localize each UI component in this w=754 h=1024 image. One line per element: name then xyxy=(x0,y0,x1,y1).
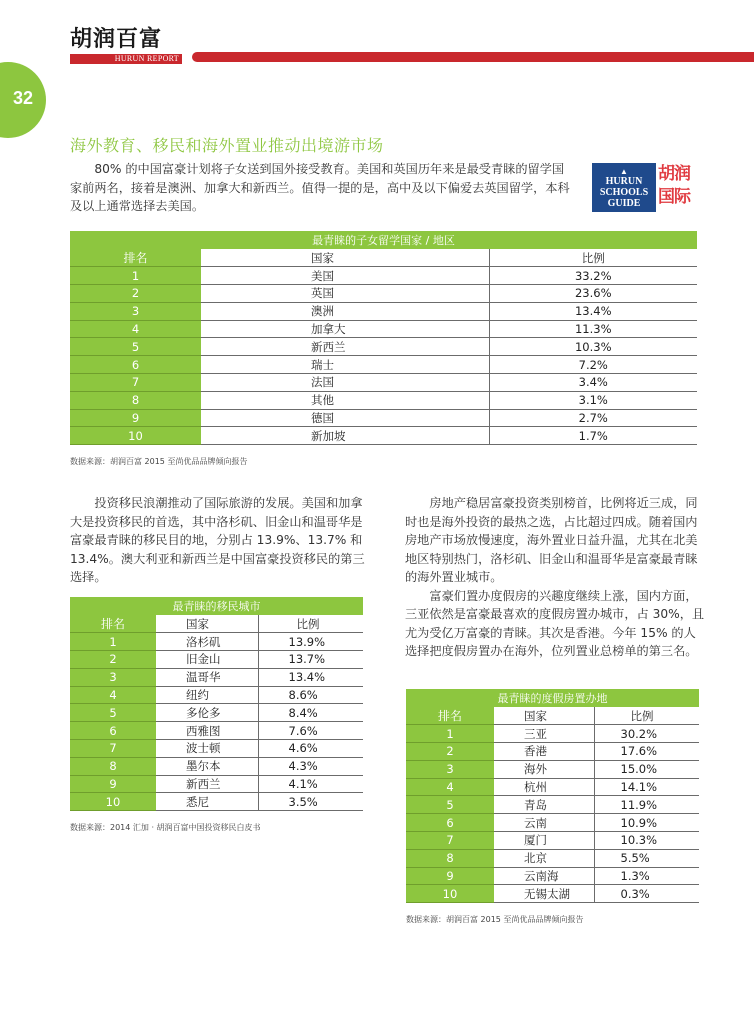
table-row xyxy=(70,740,363,758)
rank-cell: 3 xyxy=(70,302,201,320)
country-cell: 青岛 xyxy=(494,796,594,814)
ratio-cell: 13.7% xyxy=(258,651,363,669)
table-row xyxy=(70,793,363,811)
rank-cell: 1 xyxy=(70,633,156,651)
header-country: 国家 xyxy=(201,249,489,267)
header-rank: 排名 xyxy=(70,615,156,633)
table-row xyxy=(406,849,699,867)
ratio-cell: 2.7% xyxy=(489,409,697,427)
source-note-immigration: 数据来源：2014 汇加 · 胡润百富中国投资移民白皮书 xyxy=(70,823,261,832)
header-country: 国家 xyxy=(156,615,258,633)
table-row xyxy=(406,778,699,796)
vacation-home-table xyxy=(406,689,699,903)
table-row xyxy=(70,668,363,686)
schools-cn-line-1: 胡润 xyxy=(658,164,690,184)
table-row xyxy=(406,867,699,885)
rank-cell: 5 xyxy=(70,338,201,356)
table-row xyxy=(70,302,697,320)
country-cell: 云南海 xyxy=(494,867,594,885)
ratio-cell: 10.3% xyxy=(489,338,697,356)
table-row xyxy=(406,796,699,814)
rank-cell: 3 xyxy=(406,760,494,778)
ratio-cell: 17.6% xyxy=(594,743,699,761)
table-title: 最青睐的度假房置办地 xyxy=(406,689,699,707)
ratio-cell: 33.2% xyxy=(489,267,697,285)
logo-english: HURUN REPORT xyxy=(70,54,182,64)
rank-cell: 10 xyxy=(70,427,201,445)
rank-cell: 2 xyxy=(406,743,494,761)
immigration-paragraph xyxy=(70,494,370,587)
ratio-cell: 1.7% xyxy=(489,427,697,445)
table-row xyxy=(70,285,697,303)
rank-cell: 2 xyxy=(70,285,201,303)
study-destinations-table xyxy=(70,231,697,445)
table-row xyxy=(70,775,363,793)
real-estate-text: 房地产稳居富豪投资类别榜首，比例将近三成，同时也是海外投资的最热之选，占比超过四成。随着国内房地产市场放慢速度，海外置业日益升温，尤其在北美地区特别热门，洛杉矶、旧金山和温哥华是富豪最青睐的海外置业城市。 xyxy=(405,496,698,584)
rank-cell: 7 xyxy=(70,740,156,758)
ratio-cell: 13.4% xyxy=(489,302,697,320)
country-cell: 英国 xyxy=(201,285,489,303)
vacation-home-text: 富豪们置办度假房的兴趣度继续上涨，国内方面，三亚依然是富豪最喜欢的度假房置办城市，占 30%，且尤为受亿万富豪的青睐。其次是香港。今年 15% 的人选择把度假房置办在海外，位列置业总榜单的第三名。 xyxy=(405,588,705,658)
rank-cell: 5 xyxy=(406,796,494,814)
country-cell: 杭州 xyxy=(494,778,594,796)
ratio-cell: 3.1% xyxy=(489,391,697,409)
country-cell: 法国 xyxy=(201,374,489,392)
country-cell: 美国 xyxy=(201,267,489,285)
schools-guide-chinese xyxy=(656,163,698,212)
rank-cell: 6 xyxy=(406,814,494,832)
table-row xyxy=(70,391,697,409)
ratio-cell: 13.9% xyxy=(258,633,363,651)
ratio-cell: 4.1% xyxy=(258,775,363,793)
ratio-cell: 11.3% xyxy=(489,320,697,338)
rank-cell: 4 xyxy=(70,686,156,704)
country-cell: 三亚 xyxy=(494,725,594,743)
country-cell: 新西兰 xyxy=(201,338,489,356)
ratio-cell: 30.2% xyxy=(594,725,699,743)
rank-cell: 10 xyxy=(406,885,494,903)
country-cell: 新西兰 xyxy=(156,775,258,793)
rank-cell: 9 xyxy=(406,867,494,885)
ratio-cell: 8.4% xyxy=(258,704,363,722)
rank-cell: 10 xyxy=(70,793,156,811)
country-cell: 西雅图 xyxy=(156,722,258,740)
source-note-vacation: 数据来源：胡润百富 2015 至尚优品品牌倾向报告 xyxy=(406,915,584,924)
table-row xyxy=(70,651,363,669)
table-row xyxy=(70,686,363,704)
ratio-cell: 23.6% xyxy=(489,285,697,303)
table-row xyxy=(406,725,699,743)
table-row xyxy=(70,633,363,651)
table-row xyxy=(70,704,363,722)
ratio-cell: 10.3% xyxy=(594,832,699,850)
country-cell: 澳洲 xyxy=(201,302,489,320)
schools-line-3: GUIDE xyxy=(607,198,641,209)
rank-cell: 1 xyxy=(406,725,494,743)
graduation-cap-icon: ▲ xyxy=(620,167,628,176)
country-cell: 新加坡 xyxy=(201,427,489,445)
rank-cell: 9 xyxy=(70,775,156,793)
ratio-cell: 5.5% xyxy=(594,849,699,867)
rank-cell: 1 xyxy=(70,267,201,285)
country-cell: 波士顿 xyxy=(156,740,258,758)
table-row xyxy=(70,338,697,356)
ratio-cell: 7.2% xyxy=(489,356,697,374)
header-ratio: 比例 xyxy=(489,249,697,267)
country-cell: 多伦多 xyxy=(156,704,258,722)
country-cell: 洛杉矶 xyxy=(156,633,258,651)
rank-cell: 3 xyxy=(70,668,156,686)
rank-cell: 8 xyxy=(406,849,494,867)
country-cell: 瑞士 xyxy=(201,356,489,374)
page-number: 32 xyxy=(12,88,34,108)
rank-cell: 8 xyxy=(70,391,201,409)
rank-cell: 7 xyxy=(70,374,201,392)
table-row xyxy=(70,409,697,427)
country-cell: 厦门 xyxy=(494,832,594,850)
ratio-cell: 1.3% xyxy=(594,867,699,885)
ratio-cell: 3.5% xyxy=(258,793,363,811)
immigration-cities-table xyxy=(70,597,363,811)
header-ratio: 比例 xyxy=(594,707,699,725)
table-row xyxy=(70,757,363,775)
ratio-cell: 3.4% xyxy=(489,374,697,392)
country-cell: 无锡太湖 xyxy=(494,885,594,903)
hurun-report-logo xyxy=(70,28,182,64)
table-title: 最青睐的移民城市 xyxy=(70,597,363,615)
schools-line-1: HURUN xyxy=(605,176,643,187)
table-row xyxy=(70,320,697,338)
schools-guide-english xyxy=(592,163,656,212)
country-cell: 云南 xyxy=(494,814,594,832)
rank-cell: 7 xyxy=(406,832,494,850)
table-row xyxy=(406,885,699,903)
ratio-cell: 7.6% xyxy=(258,722,363,740)
ratio-cell: 15.0% xyxy=(594,760,699,778)
table-row xyxy=(70,356,697,374)
header-ratio: 比例 xyxy=(258,615,363,633)
ratio-cell: 10.9% xyxy=(594,814,699,832)
hurun-schools-guide-logo xyxy=(592,163,698,212)
country-cell: 其他 xyxy=(201,391,489,409)
section-title: 海外教育、移民和海外置业推动出境游市场 xyxy=(70,136,384,155)
rank-cell: 8 xyxy=(70,757,156,775)
logo-chinese: 胡润百富 xyxy=(70,27,163,52)
table-row xyxy=(70,722,363,740)
ratio-cell: 4.6% xyxy=(258,740,363,758)
table-row xyxy=(406,760,699,778)
ratio-cell: 14.1% xyxy=(594,778,699,796)
ratio-cell: 4.3% xyxy=(258,757,363,775)
rank-cell: 6 xyxy=(70,722,156,740)
country-cell: 旧金山 xyxy=(156,651,258,669)
table-row xyxy=(406,832,699,850)
header-divider-bar xyxy=(192,52,754,62)
rank-cell: 4 xyxy=(70,320,201,338)
ratio-cell: 0.3% xyxy=(594,885,699,903)
rank-cell: 2 xyxy=(70,651,156,669)
ratio-cell: 13.4% xyxy=(258,668,363,686)
table-row xyxy=(70,427,697,445)
immigration-text: 投资移民浪潮推动了国际旅游的发展。美国和加拿大是投资移民的首选，其中洛杉矶、旧金山和温哥华是富豪最青睐的移民目的地，分别占 13.9%、13.7% 和 13.4%。澳大利亚和新西兰是中国富豪投资移民的第三选择。 xyxy=(70,496,365,584)
source-note-study: 数据来源：胡润百富 2015 至尚优品品牌倾向报告 xyxy=(70,457,248,466)
table-row xyxy=(406,814,699,832)
rank-cell: 9 xyxy=(70,409,201,427)
real-estate-paragraphs xyxy=(405,494,707,661)
rank-cell: 6 xyxy=(70,356,201,374)
header-rank: 排名 xyxy=(70,249,201,267)
schools-line-2: SCHOOLS xyxy=(599,187,649,198)
ratio-cell: 11.9% xyxy=(594,796,699,814)
rank-cell: 5 xyxy=(70,704,156,722)
country-cell: 香港 xyxy=(494,743,594,761)
intro-paragraph: 80% 的中国富豪计划将子女送到国外接受教育。美国和英国历年来是最受青睐的留学国家前两名，接着是澳洲、加拿大和新西兰。值得一提的是，高中及以下偏爱去英国留学，本科及以上通常选择去美国。 xyxy=(70,162,570,213)
country-cell: 温哥华 xyxy=(156,668,258,686)
table-row xyxy=(406,743,699,761)
country-cell: 悉尼 xyxy=(156,793,258,811)
schools-cn-line-2: 国际 xyxy=(658,187,690,207)
country-cell: 纽约 xyxy=(156,686,258,704)
header-country: 国家 xyxy=(494,707,594,725)
country-cell: 海外 xyxy=(494,760,594,778)
table-title: 最青睐的子女留学国家 / 地区 xyxy=(70,231,697,249)
country-cell: 北京 xyxy=(494,849,594,867)
country-cell: 德国 xyxy=(201,409,489,427)
header-rank: 排名 xyxy=(406,707,494,725)
country-cell: 加拿大 xyxy=(201,320,489,338)
table-row xyxy=(70,267,697,285)
rank-cell: 4 xyxy=(406,778,494,796)
ratio-cell: 8.6% xyxy=(258,686,363,704)
table-row xyxy=(70,374,697,392)
country-cell: 墨尔本 xyxy=(156,757,258,775)
